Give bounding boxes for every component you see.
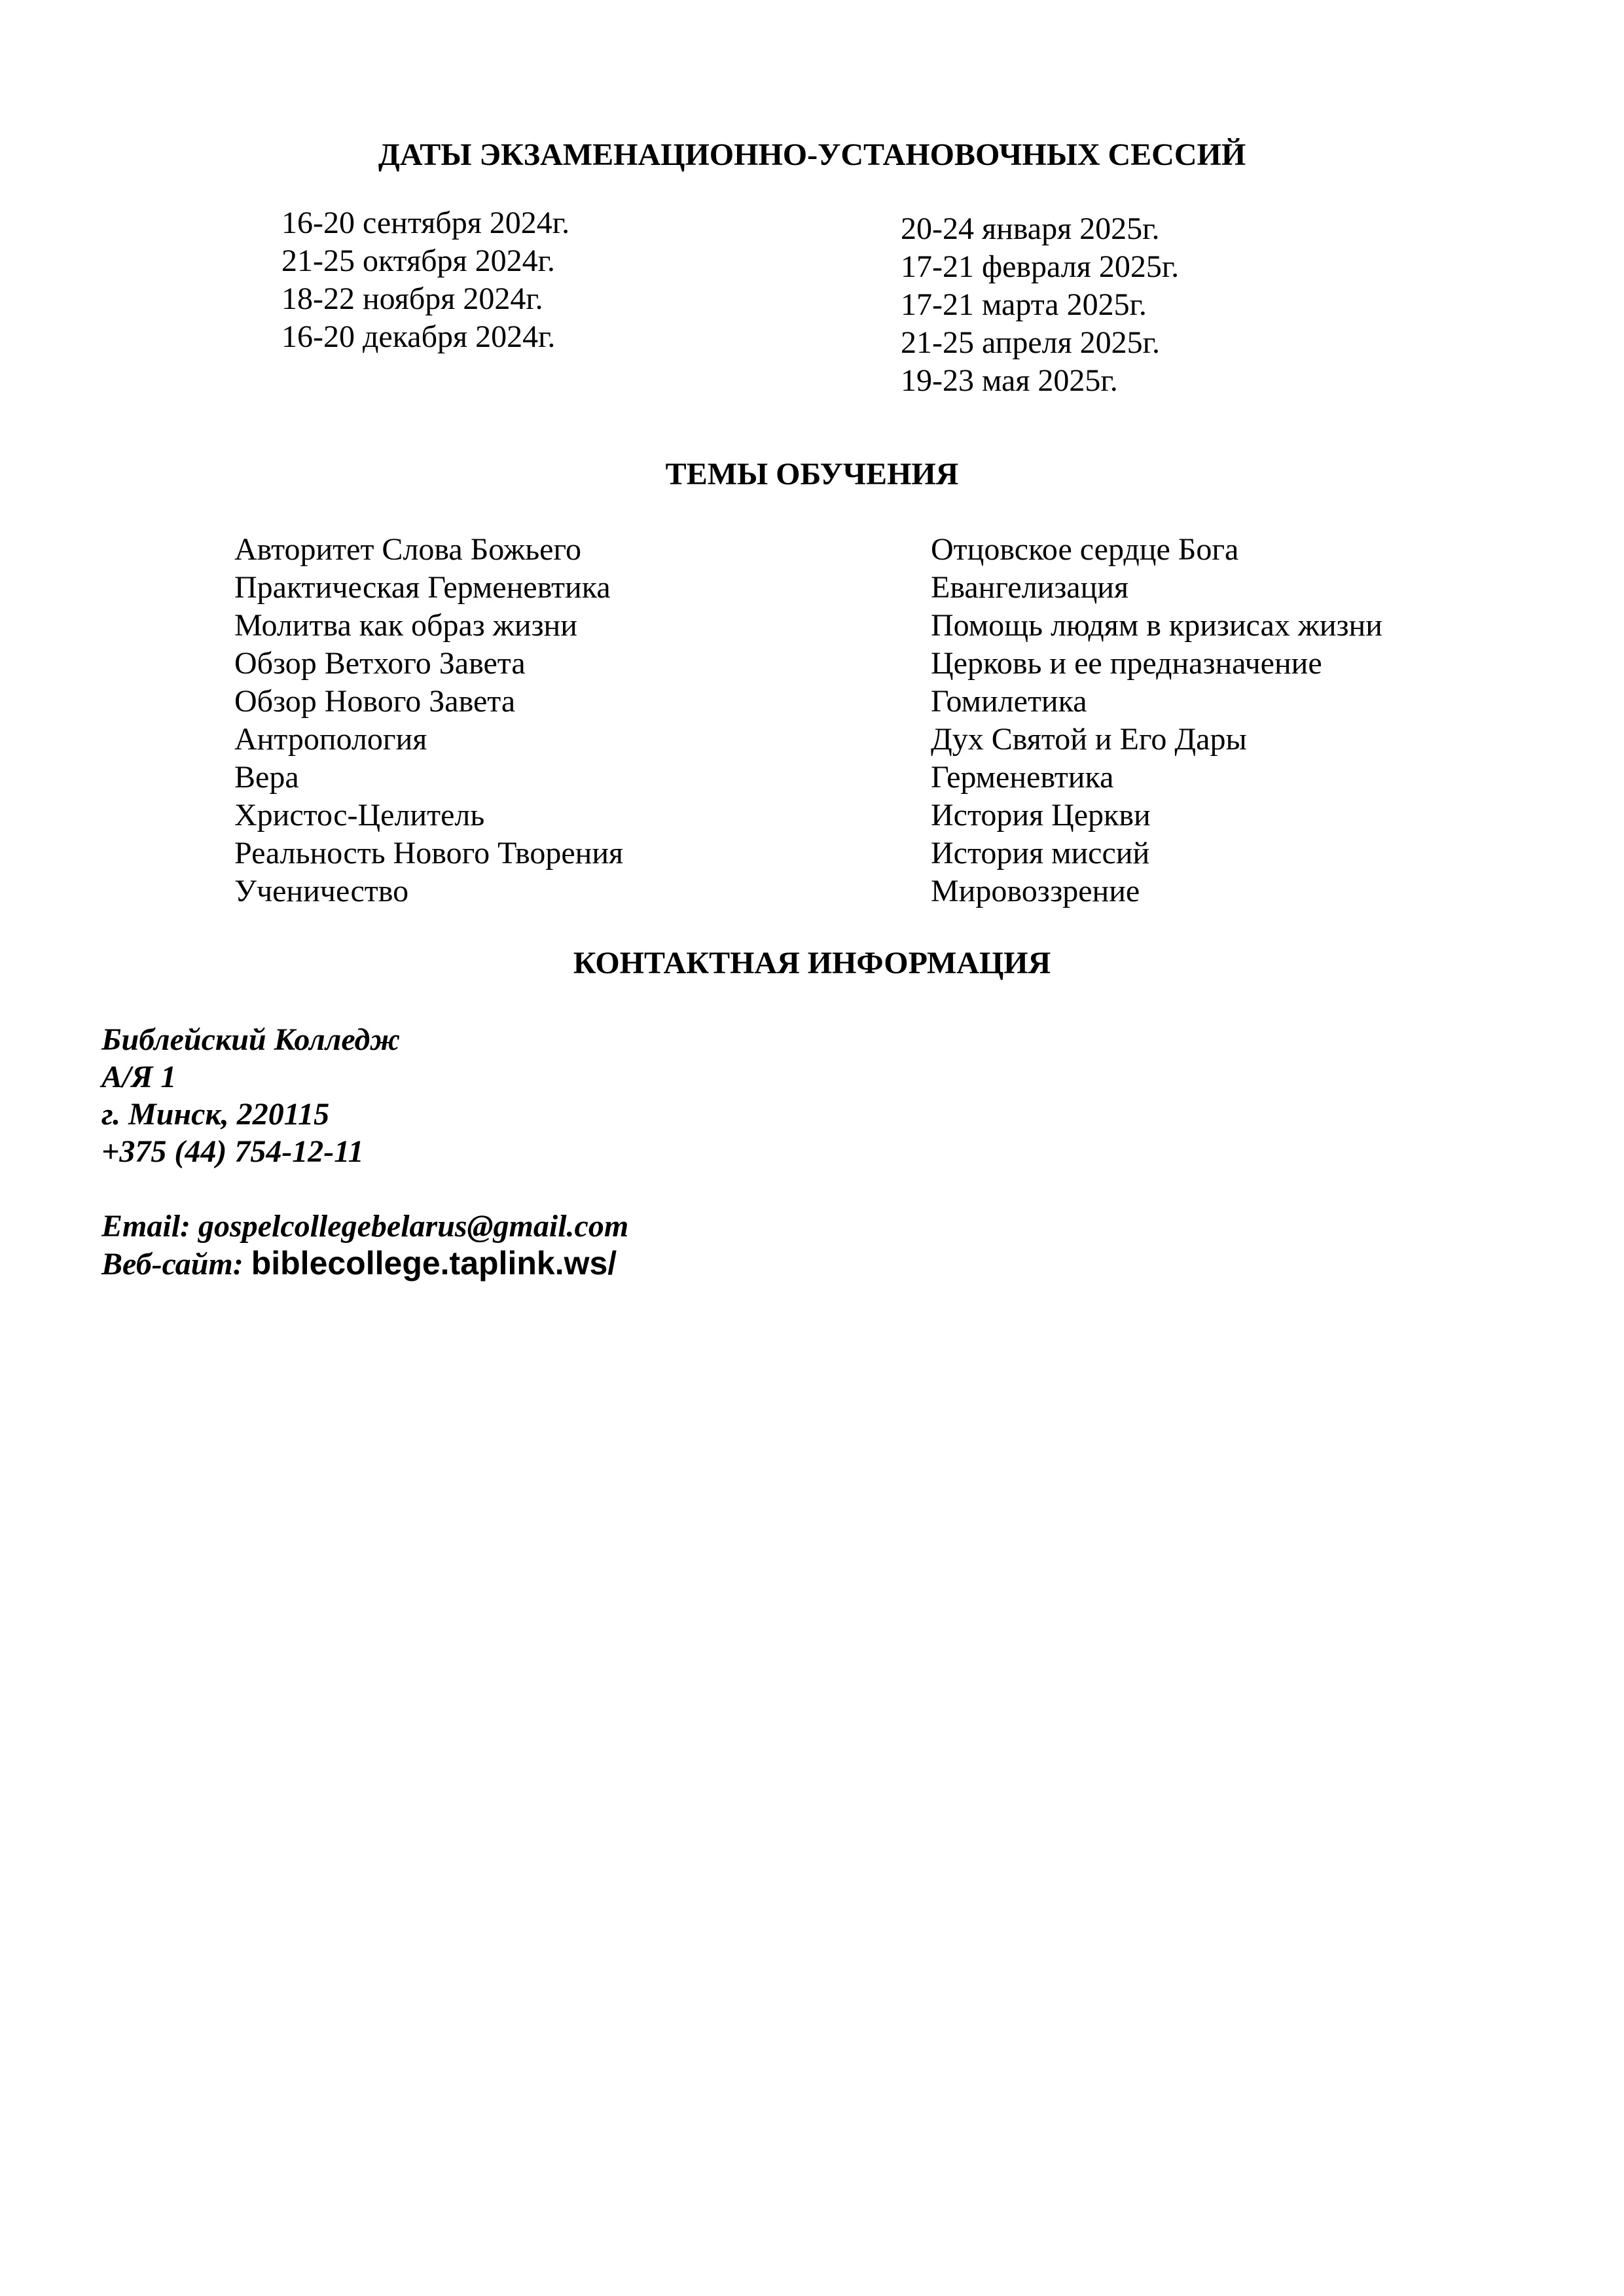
topic-item: Ученичество	[234, 874, 409, 908]
contact-heading: КОНТАКТНАЯ ИНФОРМАЦИЯ	[573, 946, 1051, 980]
session-date: 17-21 февраля 2025г.	[901, 249, 1180, 284]
spacer	[101, 1170, 628, 1208]
session-date: 21-25 октября 2024г.	[281, 243, 555, 278]
topic-item: Евангелизация	[931, 570, 1129, 605]
topics-list-left	[234, 531, 623, 910]
topic-item: Реальность Нового Творения	[234, 836, 624, 870]
city-postcode: г. Минск, 220115	[101, 1097, 330, 1132]
topics-heading: ТЕМЫ ОБУЧЕНИЯ	[665, 457, 959, 492]
topic-item: Антропология	[234, 722, 427, 757]
topic-item: Обзор Нового Завета	[234, 684, 516, 719]
topic-item: Церковь и ее предназначение	[931, 646, 1322, 681]
topic-item: История Церкви	[931, 798, 1151, 833]
website-line	[101, 1245, 628, 1282]
college-name: Библейский Колледж	[101, 1022, 401, 1057]
session-date: 16-20 сентября 2024г.	[281, 206, 570, 240]
website-link[interactable]: biblecollege.taplink.ws/	[251, 1245, 617, 1282]
session-date: 19-23 мая 2025г.	[901, 363, 1118, 398]
session-date: 17-21 марта 2025г.	[901, 287, 1147, 322]
topic-item: Христос-Целитель	[234, 798, 485, 833]
session-date: 18-22 ноября 2024г.	[281, 281, 543, 316]
email-link[interactable]: Email: gospelcollegebelarus@gmail.com	[101, 1209, 629, 1244]
contact-block	[101, 1021, 628, 1282]
topic-item: Авторитет Слова Божьего	[234, 532, 581, 567]
topic-item: Вера	[234, 760, 299, 795]
topic-item: Гомилетика	[931, 684, 1087, 719]
session-date: 16-20 декабря 2024г.	[281, 319, 556, 354]
topic-item: История миссий	[931, 836, 1150, 870]
session-date: 21-25 апреля 2025г.	[901, 325, 1160, 360]
topic-item: Герменевтика	[931, 760, 1114, 795]
topic-item: Помощь людям в кризисах жизни	[931, 608, 1382, 643]
topics-list-right	[931, 531, 1382, 910]
topic-item: Мировоззрение	[931, 874, 1140, 908]
topic-item: Обзор Ветхого Завета	[234, 646, 526, 681]
sessions-list-right	[901, 210, 1179, 400]
session-date: 20-24 января 2025г.	[901, 211, 1160, 246]
topic-item: Отцовское сердце Бога	[931, 532, 1239, 567]
phone-number: +375 (44) 754-12-11	[101, 1134, 364, 1169]
topic-item: Практическая Герменевтика	[234, 570, 611, 605]
topic-item: Дух Святой и Его Дары	[931, 722, 1247, 757]
po-box: А/Я 1	[101, 1060, 177, 1094]
sessions-list-left	[281, 204, 569, 356]
sessions-heading: ДАТЫ ЭКЗАМЕНАЦИОННО-УСТАНОВОЧНЫХ СЕССИЙ	[378, 137, 1246, 172]
website-label: Веб-сайт:	[101, 1247, 244, 1282]
topic-item: Молитва как образ жизни	[234, 608, 577, 643]
